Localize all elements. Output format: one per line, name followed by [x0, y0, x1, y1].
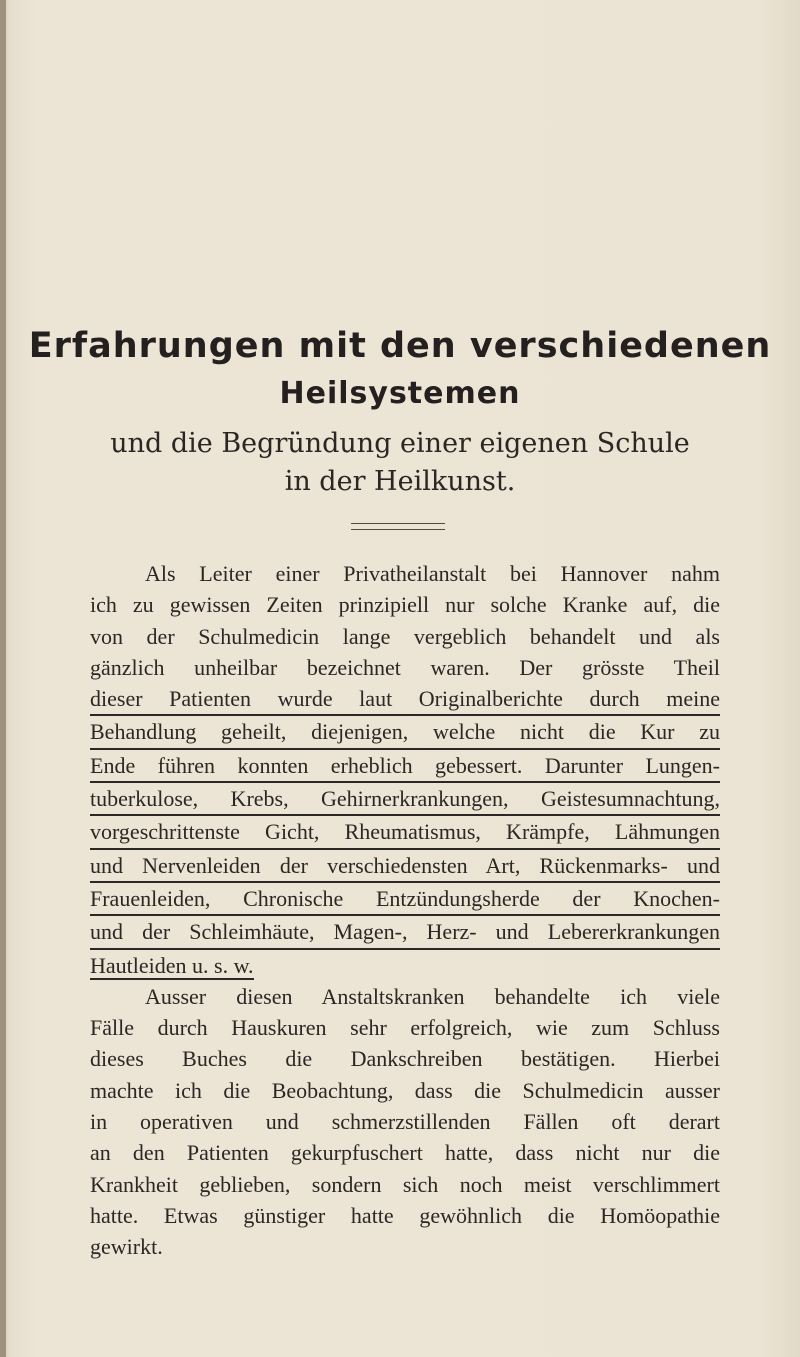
text-line-underlined: vorgeschrittenste Gicht, Rheumatismus, Krämpfe, Lähmungen [90, 816, 720, 849]
text-line: an den Patienten gekurpfuschert hatte, dass nicht nur die [90, 1140, 720, 1166]
text-line: hatte. Etwas günstiger hatte gewöhnlich die Homöopathie [90, 1202, 720, 1228]
page-spine-edge [0, 0, 6, 1357]
text-line: in operativen und schmerzstillenden Fällen oft derart [90, 1109, 720, 1135]
text-line: gewirkt. [90, 1234, 163, 1260]
text-line [90, 950, 720, 981]
chapter-title-line-2: Heilsystemen [279, 376, 521, 411]
paragraph-2 [90, 981, 720, 1263]
chapter-subtitle-line-2: in der Heilkunst. [284, 466, 516, 497]
text-line-underlined: Behandlung geheilt, diejenigen, welche nicht die Kur zu [90, 716, 720, 749]
text-line: gänzlich unheilbar bezeichnet waren. Der grösste Theil [90, 654, 720, 680]
text-line: Fälle durch Hauskuren sehr erfolgreich, wie zum Schluss [90, 1015, 720, 1041]
text-line-underlined: Frauenleiden, Chronische Entzündungsherde der Knochen- [90, 883, 720, 916]
text-line-underlined: tuberkulose, Krebs, Gehirnerkrankungen, Geistesumnachtung, [90, 783, 720, 816]
text-line-underlined: und der Schleimhäute, Magen-, Herz- und Lebererkrankungen [90, 916, 720, 949]
text-line: machte ich die Beobachtung, dass die Schulmedicin ausser [90, 1077, 720, 1103]
text-line: Krankheit geblieben, sondern sich noch meist verschlimmert [90, 1171, 720, 1197]
text-line: von der Schulmedicin lange vergeblich behandelt und als [90, 623, 720, 649]
text-line: Als Leiter einer Privatheilanstalt bei Hannover nahm [145, 561, 720, 586]
text-line: Ausser diesen Anstaltskranken behandelte ich viele [145, 983, 720, 1009]
text-line: ich zu gewissen Zeiten prinzipiell nur solche Kranke auf, die [90, 592, 720, 618]
text-line: dieses Buches die Dankschreiben bestätigen. Hierbei [90, 1046, 720, 1072]
paragraph-1 [90, 558, 720, 981]
text-line-underlined: Ende führen konnten erheblich gebessert. Darunter Lungen- [90, 750, 720, 783]
text-line-underlined: dieser Patienten wurde laut Originalberichte durch meine [90, 683, 720, 716]
text-line-underlined: Hautleiden u. s. w. [90, 952, 254, 978]
chapter-subtitle-line-1: und die Begründung einer eigenen Schule [110, 428, 690, 459]
body-text [90, 558, 720, 1263]
decorative-double-rule [351, 523, 445, 530]
text-line-underlined: und Nervenleiden der verschiedensten Art, Rückenmarks- und [90, 850, 720, 883]
chapter-title-line-1: Erfahrungen mit den verschiedenen [28, 326, 772, 366]
